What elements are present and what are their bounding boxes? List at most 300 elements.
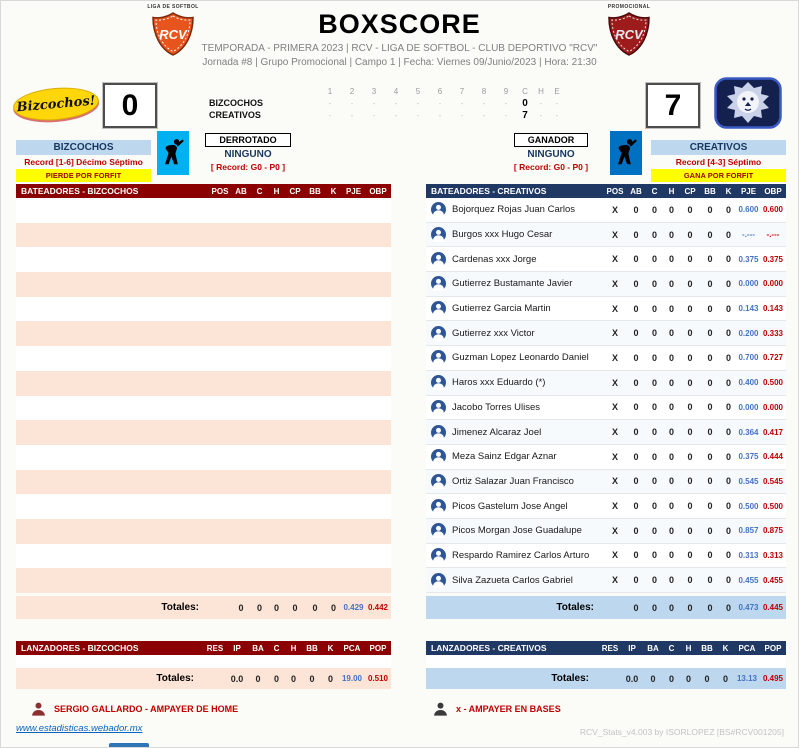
batter-stat-cell: 0	[668, 451, 674, 462]
batter-name-cell	[426, 548, 604, 563]
totals-value: 0.0	[625, 673, 639, 684]
batters-right-body	[426, 198, 786, 593]
column-header: OBP	[764, 186, 782, 196]
batter-row	[426, 544, 786, 569]
batter-obp-cell: 0.333	[762, 328, 784, 338]
batter-stat-cell: 0	[633, 525, 639, 536]
pitchers-left-totals	[16, 668, 391, 689]
credits-text: RCV_Stats_v4.003 by ISORLOPEZ [BS#RCV001205]	[579, 727, 784, 737]
batter-stat-cell: 0	[725, 476, 731, 487]
season-subtitle: TEMPORADA - PRIMERA 2023 | RCV - LIGA DE SOFTBOL - CLUB DEPORTIVO "RCV"	[201, 43, 598, 54]
totals-avg-2: 0.442	[367, 603, 389, 612]
batter-stat-cell: 0	[668, 501, 674, 512]
batter-name: Gutierrez xxx Victor	[452, 327, 535, 339]
batter-stat-cell: 0	[668, 254, 674, 265]
totals-value: 0	[238, 602, 244, 613]
batter-stat-cell: 0	[687, 402, 693, 413]
batter-stat-cell: X	[611, 451, 618, 462]
linescore-column-label: 4	[393, 87, 399, 96]
batter-stat-cell: X	[611, 229, 618, 240]
batter-name-cell	[426, 573, 604, 588]
column-header: PCA	[343, 643, 361, 653]
empty-batter-row	[16, 198, 391, 223]
totals-value: 0	[330, 602, 336, 613]
batter-stat-cell: 0	[707, 501, 713, 512]
batter-pje-cell: 0.000	[738, 279, 759, 289]
batter-row	[426, 396, 786, 421]
player-avatar-icon	[431, 276, 446, 291]
batter-stat-cell: 0	[707, 550, 713, 561]
batter-stat-cell: X	[611, 575, 618, 586]
batter-pje-cell: 0.143	[738, 304, 759, 314]
loser-block	[157, 131, 300, 175]
batter-name: Picos Morgan Jose Guadalupe	[452, 525, 582, 537]
column-header: C	[651, 186, 658, 196]
empty-batter-row	[16, 371, 391, 396]
batter-stat-cell: 0	[633, 451, 639, 462]
batter-stat-cell: 0	[725, 525, 731, 536]
column-header: BB	[309, 186, 321, 196]
batter-stat-cell: 0	[707, 575, 713, 586]
batter-stat-cell: 0	[651, 303, 657, 314]
batter-stat-cell: 0	[707, 254, 713, 265]
batter-stat-cell: 0	[725, 328, 731, 339]
batter-stat-cell: 0	[633, 501, 639, 512]
batter-name: Gutierrez Garcia Martin	[452, 303, 551, 315]
batters-right-table	[426, 184, 786, 619]
player-avatar-icon	[431, 573, 446, 588]
empty-batter-row	[16, 494, 391, 519]
batter-stat-cell: 0	[725, 575, 731, 586]
batter-stat-cell: 0	[707, 476, 713, 487]
linescore-column-label: C	[522, 87, 528, 96]
column-header: C	[273, 643, 280, 653]
player-avatar-icon	[431, 350, 446, 365]
stats-website-link[interactable]: www.estadisticas.webador.mx	[16, 723, 143, 734]
batter-stat-cell: 0	[707, 303, 713, 314]
batter-stat-cell: 0	[725, 377, 731, 388]
batter-stat-cell: 0	[707, 525, 713, 536]
batter-pje-cell: 0.375	[738, 254, 759, 264]
pitchers-right-table	[426, 641, 786, 689]
column-header: BB	[701, 643, 713, 653]
batter-pje-cell: 0.600	[738, 205, 759, 215]
totals-value: 0	[650, 673, 656, 684]
batter-pje-cell: 0.455	[738, 575, 759, 585]
batter-stat-cell: 0	[725, 501, 731, 512]
batter-stat-cell: 0	[668, 229, 674, 240]
pitchers-left-empty-row	[16, 655, 391, 668]
batter-stat-cell: 0	[725, 229, 731, 240]
batter-pje-cell: 0.200	[738, 328, 759, 338]
linescore-header	[209, 86, 565, 97]
batter-stat-cell: 0	[651, 550, 657, 561]
batter-stat-cell: 0	[633, 476, 639, 487]
column-header: POS	[606, 186, 624, 196]
batter-stat-cell: 0	[633, 229, 639, 240]
winner-record: [ Record: G0 - P0 ]	[513, 162, 589, 172]
linescore-cell: -	[555, 98, 559, 108]
batter-stat-cell: 0	[651, 377, 657, 388]
batter-stat-cell: X	[611, 402, 618, 413]
totals-value: 0	[651, 602, 657, 613]
batter-obp-cell: 0.000	[762, 402, 784, 412]
batter-obp-cell: -.---	[766, 230, 780, 240]
home-score-box: 0	[103, 83, 157, 128]
batter-obp-cell: 0.143	[762, 304, 784, 314]
batter-name-cell	[426, 474, 604, 489]
page-title: BOXSCORE	[318, 9, 481, 39]
batter-name: Guzman Lopez Leonardo Daniel	[452, 352, 589, 364]
batter-stat-cell: 0	[633, 427, 639, 438]
linescore-cell: -	[539, 98, 543, 108]
batter-name: Ortiz Salazar Juan Francisco	[452, 475, 574, 487]
batter-stat-cell: 0	[707, 451, 713, 462]
batter-name-cell	[426, 350, 604, 365]
player-avatar-icon	[431, 227, 446, 242]
batter-name: Silva Zazueta Carlos Gabriel	[452, 574, 573, 586]
team-right-record: Record [4-3] Séptimo	[675, 157, 762, 167]
batter-name: Haros xxx Eduardo (*)	[452, 377, 546, 389]
promocional-shield-icon	[607, 11, 651, 57]
linescore-row-1	[209, 109, 565, 121]
linescore-cell: -	[539, 110, 543, 120]
batter-stat-cell: 0	[687, 377, 693, 388]
batter-stat-cell: 0	[651, 328, 657, 339]
batter-stat-cell: 0	[633, 550, 639, 561]
column-header: BB	[704, 186, 716, 196]
batter-obp-cell: 0.417	[762, 427, 784, 437]
empty-batter-row	[16, 321, 391, 346]
column-header: CP	[289, 186, 301, 196]
batter-stat-cell: 0	[687, 204, 693, 215]
batter-pje-cell: 0.000	[738, 402, 759, 412]
linescore-column-label: H	[538, 87, 544, 96]
linescore-team-name: CREATIVOS	[209, 110, 261, 120]
pitchers-right-header	[426, 641, 786, 655]
umpire-home	[31, 701, 238, 716]
pitchers-left-table	[16, 641, 391, 689]
batter-stat-cell: 0	[725, 254, 731, 265]
column-header: CP	[684, 186, 696, 196]
linescore-cell: -	[328, 98, 332, 108]
batter-row	[426, 247, 786, 272]
linescore-cell: 0	[522, 97, 528, 109]
umpire-home-label: SERGIO GALLARDO - AMPAYER DE HOME	[54, 703, 239, 714]
linescore-cell: -	[394, 98, 398, 108]
batter-stat-cell: 0	[668, 352, 674, 363]
batter-stat-cell: 0	[651, 254, 657, 265]
batter-stat-cell: 0	[707, 328, 713, 339]
umpire-home-icon	[31, 701, 46, 716]
away-score-box: 7	[646, 83, 700, 128]
batter-obp-cell: 0.375	[762, 254, 784, 264]
batters-right-title: BATEADORES - CREATIVOS	[431, 186, 547, 196]
batter-stat-cell: X	[611, 204, 618, 215]
column-header: K	[327, 643, 334, 653]
loser-label: DERROTADO	[205, 133, 290, 147]
batter-stat-cell: 0	[651, 501, 657, 512]
batter-row	[426, 445, 786, 470]
column-header: PJE	[345, 186, 362, 196]
batter-row	[426, 223, 786, 248]
batter-stat-cell: 0	[687, 303, 693, 314]
batter-row	[426, 420, 786, 445]
batter-pje-cell: 0.857	[738, 526, 759, 536]
totals-value: 0	[707, 602, 713, 613]
batter-stat-cell: 0	[725, 204, 731, 215]
bizcochos-logo	[12, 84, 100, 123]
batter-stat-cell: 0	[633, 328, 639, 339]
batter-stat-cell: X	[611, 377, 618, 388]
linescore	[209, 86, 565, 121]
promocional-logo-caption: PROMOCIONAL	[607, 4, 651, 10]
linescore-row-0	[209, 97, 565, 109]
batter-stat-cell: 0	[651, 476, 657, 487]
batter-stat-cell: 0	[668, 402, 674, 413]
umpire-bases	[433, 701, 561, 716]
batter-stat-cell: 0	[725, 303, 731, 314]
totals-value: 0	[722, 673, 728, 684]
player-avatar-icon	[431, 400, 446, 415]
player-avatar-icon	[431, 252, 446, 267]
batter-pje-cell: 0.400	[738, 378, 759, 388]
empty-batter-row	[16, 223, 391, 248]
batters-right-header	[426, 184, 786, 198]
batter-name: Cardenas xxx Jorge	[452, 253, 537, 265]
batter-stat-cell: X	[611, 352, 618, 363]
batter-stat-cell: 0	[668, 328, 674, 339]
column-header: BA	[647, 643, 659, 653]
team-left-name: BIZCOCHOS	[16, 140, 151, 155]
batter-pje-cell: 0.500	[738, 501, 759, 511]
batter-stat-cell: 0	[687, 229, 693, 240]
batter-row	[426, 297, 786, 322]
batter-stat-cell: 0	[633, 352, 639, 363]
loser-record: [ Record: G0 - P0 ]	[210, 162, 286, 172]
batters-left-table	[16, 184, 391, 619]
batter-obp-cell: 0.500	[762, 501, 784, 511]
linescore-cell: -	[438, 98, 442, 108]
batter-stat-cell: 0	[668, 278, 674, 289]
batter-row	[426, 371, 786, 396]
totals-value: 0	[668, 673, 674, 684]
column-header: OBP	[369, 186, 387, 196]
batter-name-cell	[426, 276, 604, 291]
totals-avg-1: 0.429	[343, 603, 364, 612]
column-header: K	[722, 643, 729, 653]
batter-stat-cell: 0	[668, 427, 674, 438]
league-logo-caption: LIGA DE SOFTBOL	[147, 4, 199, 10]
lion-icon	[714, 77, 782, 129]
batter-obp-cell: 0.455	[762, 575, 784, 585]
column-header: BA	[252, 643, 264, 653]
promocional-logo	[601, 4, 657, 62]
batter-stat-cell: X	[611, 501, 618, 512]
batter-pje-cell: 0.700	[738, 353, 759, 363]
totals-value: 0	[309, 673, 315, 684]
batter-stat-cell: 0	[651, 278, 657, 289]
batter-stat-cell: X	[611, 303, 618, 314]
linescore-cell: -	[482, 110, 486, 120]
linescore-cell: -	[504, 98, 508, 108]
winner-label: GANADOR	[514, 133, 589, 147]
batter-name-cell	[426, 449, 604, 464]
linescore-column-label: 1	[327, 87, 333, 96]
player-avatar-icon	[431, 499, 446, 514]
batter-stat-cell: 0	[687, 427, 693, 438]
totals-avg-2: 0.445	[762, 603, 784, 612]
column-header: PJE	[740, 186, 757, 196]
totals-avg-1: 13.13	[736, 674, 758, 683]
batter-name: Respardo Ramirez Carlos Arturo	[452, 549, 590, 561]
linescore-team-name: BIZCOCHOS	[209, 98, 263, 108]
totals-value: 0.0	[230, 673, 244, 684]
totals-value: 0	[668, 602, 674, 613]
batter-stat-cell: X	[611, 278, 618, 289]
linescore-column-label: 9	[503, 87, 509, 96]
empty-batter-row	[16, 519, 391, 544]
batter-obp-cell: 0.727	[762, 353, 784, 363]
batter-stat-cell: 0	[687, 254, 693, 265]
batter-pje-cell: 0.545	[738, 476, 759, 486]
batter-stat-cell: X	[611, 427, 618, 438]
batter-stat-cell: 0	[651, 229, 657, 240]
batter-stat-cell: 0	[687, 550, 693, 561]
column-header: C	[668, 643, 675, 653]
batter-pje-cell: 0.364	[738, 427, 759, 437]
batter-name-cell	[426, 400, 604, 415]
column-header: IP	[628, 643, 636, 653]
column-header: H	[273, 186, 280, 196]
batters-left-body	[16, 198, 391, 593]
batter-name-cell	[426, 375, 604, 390]
loser-name: NINGUNO	[224, 149, 272, 160]
totals-value: 0	[256, 602, 262, 613]
empty-batter-row	[16, 396, 391, 421]
totals-avg-2: 0.495	[762, 674, 784, 683]
batter-row	[426, 470, 786, 495]
linescore-cell: -	[394, 110, 398, 120]
linescore-column-label: 8	[481, 87, 487, 96]
batter-stat-cell: 0	[633, 278, 639, 289]
batters-right-totals	[426, 596, 786, 619]
linescore-cell: -	[372, 98, 376, 108]
promocional-logo-text: RCV	[615, 27, 643, 42]
pitchers-left-title: LANZADORES - BIZCOCHOS	[21, 643, 139, 653]
batter-stat-cell: 0	[633, 204, 639, 215]
partial-element	[109, 743, 149, 748]
batter-stat-cell: 0	[707, 229, 713, 240]
empty-batter-row	[16, 272, 391, 297]
batter-stat-cell: 0	[725, 427, 731, 438]
linescore-cell: -	[460, 110, 464, 120]
column-header: AB	[630, 186, 642, 196]
batter-name: Meza Sainz Edgar Aznar	[452, 451, 557, 463]
pitchers-right-title: LANZADORES - CREATIVOS	[431, 643, 547, 653]
batter-stat-cell: 0	[633, 402, 639, 413]
linescore-column-label: 7	[459, 87, 465, 96]
player-avatar-icon	[431, 202, 446, 217]
totals-value: 0	[327, 673, 333, 684]
batters-left-totals	[16, 596, 391, 619]
column-header: IP	[233, 643, 241, 653]
loser-text	[196, 131, 300, 175]
batter-stat-cell: 0	[725, 402, 731, 413]
column-header: BB	[306, 643, 318, 653]
batter-stat-cell: 0	[668, 575, 674, 586]
batter-name-cell	[426, 301, 604, 316]
linescore-cell: -	[328, 110, 332, 120]
batter-name-cell	[426, 202, 604, 217]
totals-avg-1: 19.00	[341, 674, 363, 683]
batter-pje-cell: 0.375	[738, 452, 759, 462]
batter-name: Bojorquez Rojas Juan Carlos	[452, 204, 576, 216]
batter-name-cell	[426, 227, 604, 242]
totals-avg-1: 0.473	[738, 603, 759, 612]
batter-stat-cell: 0	[651, 204, 657, 215]
totals-value: 0	[290, 673, 296, 684]
batter-name: Burgos xxx Hugo Cesar	[452, 229, 553, 241]
batter-pje-cell: -.---	[742, 230, 755, 240]
linescore-column-label: 3	[371, 87, 377, 96]
totals-value: 0	[687, 602, 693, 613]
column-header: RES	[601, 643, 619, 653]
linescore-cell: -	[482, 98, 486, 108]
totals-value: 0	[255, 673, 261, 684]
winner-block	[499, 131, 642, 175]
totals-value: 0	[273, 602, 279, 613]
column-header: POS	[211, 186, 229, 196]
batter-stat-cell: 0	[668, 204, 674, 215]
team-right-name: CREATIVOS	[651, 140, 786, 155]
batter-name: Gutierrez Bustamante Javier	[452, 278, 573, 290]
pitchers-right-empty-row	[426, 655, 786, 668]
batter-row	[426, 272, 786, 297]
creativos-logo	[714, 77, 782, 134]
pitchers-right-totals	[426, 668, 786, 689]
batter-stat-cell: 0	[633, 377, 639, 388]
linescore-column-label: 2	[349, 87, 355, 96]
batter-row	[426, 519, 786, 544]
batter-name-cell	[426, 425, 604, 440]
column-header: K	[330, 186, 337, 196]
column-header: H	[290, 643, 297, 653]
linescore-cell: -	[460, 98, 464, 108]
team-left-record: Record [1-6] Décimo Séptimo	[24, 157, 143, 167]
batter-stat-cell: 0	[687, 501, 693, 512]
batter-stat-cell: 0	[707, 377, 713, 388]
batter-row	[426, 346, 786, 371]
batter-name: Picos Gastelum Jose Angel	[452, 500, 568, 512]
batter-obp-cell: 0.545	[762, 476, 784, 486]
batter-stat-cell: 0	[651, 525, 657, 536]
batter-stat-cell: X	[611, 476, 618, 487]
batter-stat-cell: 0	[633, 575, 639, 586]
batter-obp-cell: 0.500	[762, 378, 784, 388]
empty-batter-row	[16, 247, 391, 272]
linescore-cell: -	[438, 110, 442, 120]
batter-stat-cell: 0	[687, 328, 693, 339]
batter-stat-cell: 0	[687, 278, 693, 289]
batter-name: Jimenez Alcaraz Joel	[452, 426, 542, 438]
loser-pitcher-icon	[157, 131, 189, 175]
player-avatar-icon	[431, 425, 446, 440]
empty-batter-row	[16, 297, 391, 322]
batter-stat-cell: 0	[687, 575, 693, 586]
totals-value: 0	[292, 602, 298, 613]
game-info-subtitle: Jornada #8 | Grupo Promocional | Campo 1 | Fecha: Viernes 09/Junio/2023 | Hora: 21:30	[202, 57, 597, 68]
